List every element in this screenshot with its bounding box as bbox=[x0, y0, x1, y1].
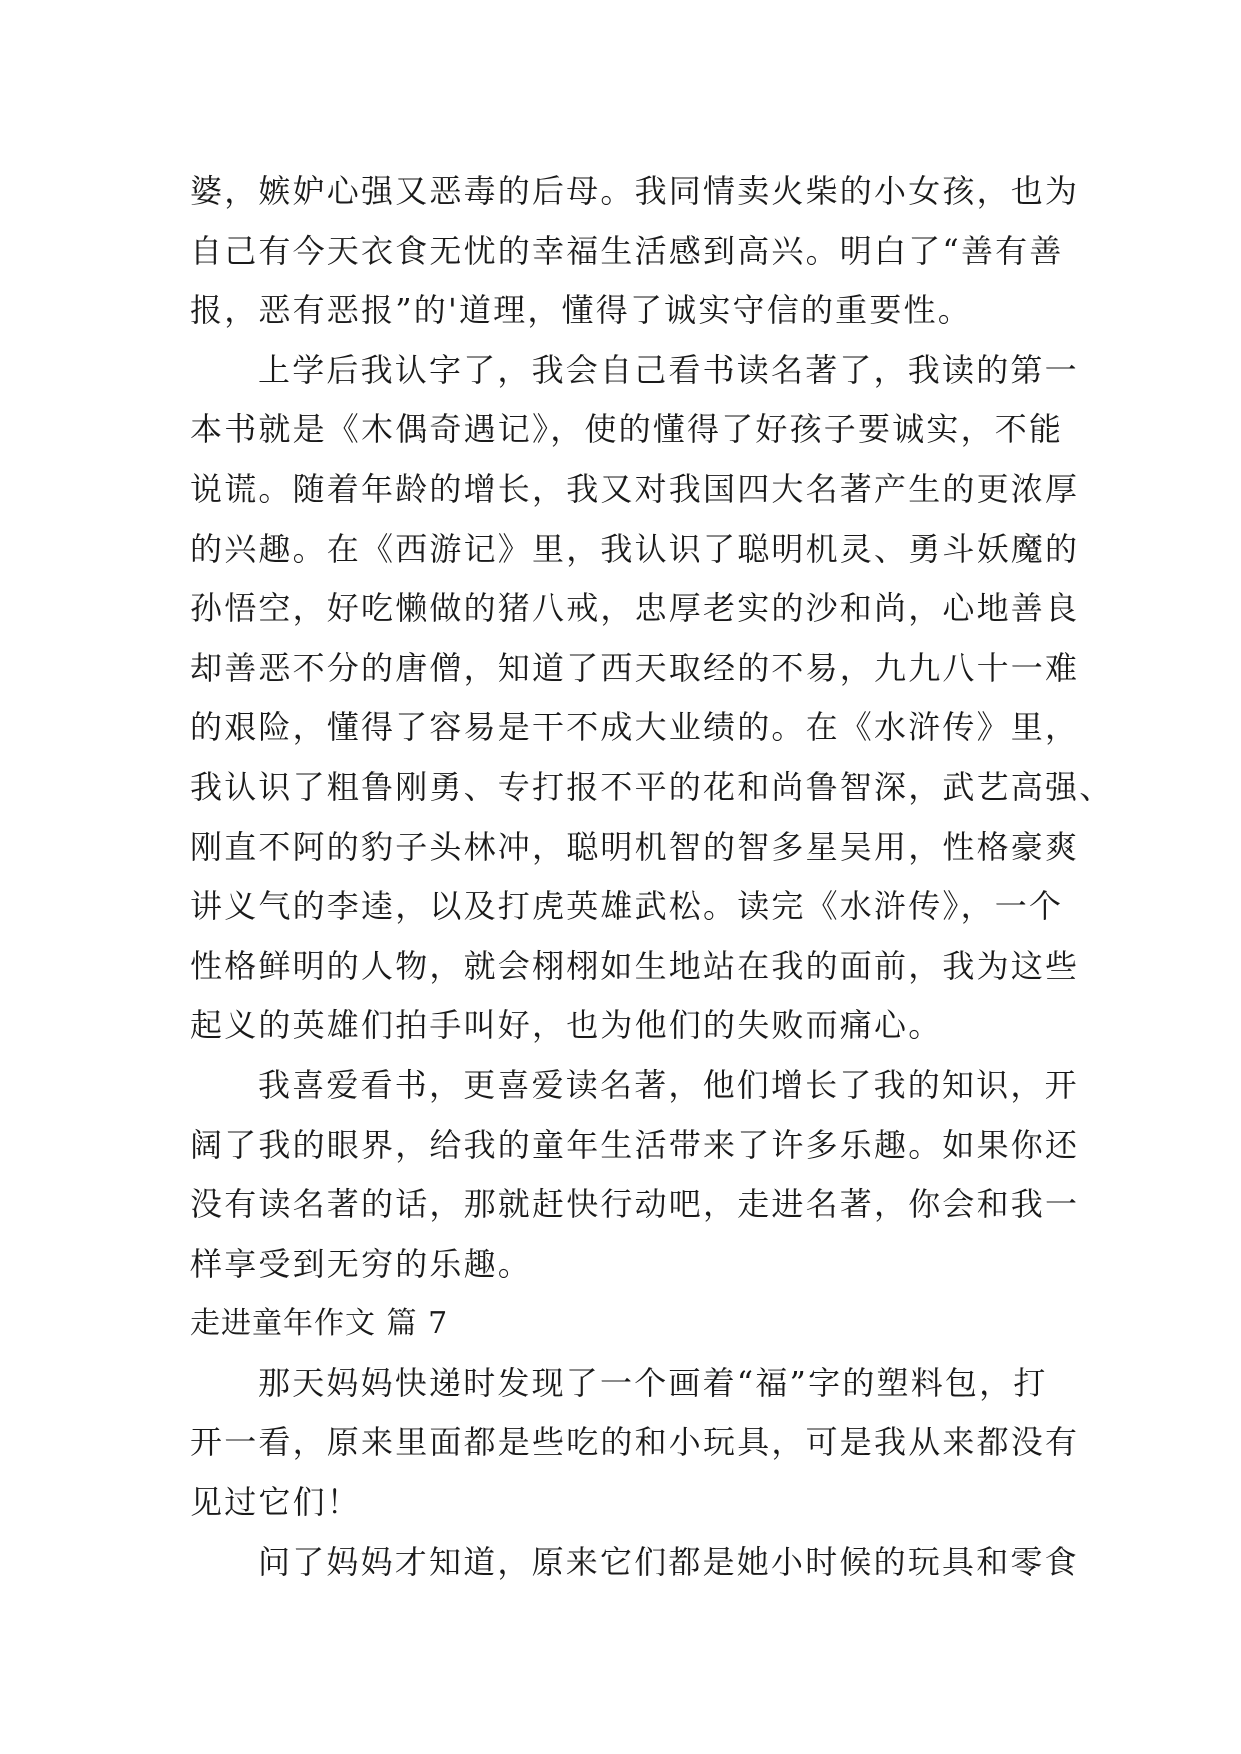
paragraph-first-line: 问了妈妈才知道，原来它们都是她小时候的玩具和零食 bbox=[258, 1542, 1079, 1581]
text-line: 报，恶有恶报”的'道理，懂得了诚实守信的重要性。 bbox=[190, 291, 972, 330]
text-line: 我认识了粗鲁刚勇、专打报不平的花和尚鲁智深，武艺高强、 bbox=[190, 767, 1114, 806]
text-line: 婆，嫉妒心强又恶毒的后母。我同情卖火柴的小女孩，也为 bbox=[190, 172, 1080, 210]
paragraph-first-line: 那天妈妈快递时发现了一个画着“福”字的塑料包，打 bbox=[258, 1363, 1048, 1402]
text-line: 开一看，原来里面都是些吃的和小玩具，可是我从来都没有 bbox=[190, 1423, 1080, 1462]
text-line: 说谎。随着年龄的增长，我又对我国四大名著产生的更浓厚 bbox=[190, 469, 1080, 508]
text-line: 刚直不阿的豹子头林冲，聪明机智的智多星吴用，性格豪爽 bbox=[190, 827, 1080, 866]
text-line: 阔了我的眼界，给我的童年生活带来了许多乐趣。如果你还 bbox=[190, 1125, 1080, 1164]
text-line: 讲义气的李逵，以及打虎英雄武松。读完《水浒传》，一个 bbox=[190, 887, 1064, 926]
text-line: 性格鲜明的人物，就会栩栩如生地站在我的面前，我为这些 bbox=[190, 946, 1080, 985]
section-heading: 走进童年作文 篇 7 bbox=[190, 1306, 449, 1342]
paragraph-first-line: 上学后我认字了，我会自己看书读名著了，我读的第一 bbox=[258, 350, 1079, 389]
text-line: 见过它们！ bbox=[190, 1483, 362, 1522]
text-line: 样享受到无穷的乐趣。 bbox=[190, 1244, 533, 1283]
text-line: 孙悟空，好吃懒做的猪八戒，忠厚老实的沙和尚，心地善良 bbox=[190, 589, 1080, 628]
text-line: 起义的英雄们拍手叫好，也为他们的失败而痛心。 bbox=[190, 1006, 943, 1045]
text-line: 自己有今天衣食无忧的幸福生活感到高兴。明白了“善有善 bbox=[190, 231, 1064, 270]
document-body bbox=[190, 162, 1114, 1592]
text-line: 却善恶不分的唐僧，知道了西天取经的不易，九九八十一难 bbox=[190, 648, 1080, 687]
text-line: 本书就是《木偶奇遇记》，使的懂得了好孩子要诚实，不能 bbox=[190, 410, 1064, 449]
text-line: 的兴趣。在《西游记》里，我认识了聪明机灵、勇斗妖魔的 bbox=[190, 529, 1080, 568]
text-line: 的艰险，懂得了容易是干不成大业绩的。在《水浒传》里， bbox=[190, 708, 1080, 747]
text-line: 没有读名著的话，那就赶快行动吧，走进名著，你会和我一 bbox=[190, 1185, 1080, 1224]
paragraph-first-line: 我喜爱看书，更喜爱读名著，他们增长了我的知识，开 bbox=[258, 1065, 1079, 1104]
